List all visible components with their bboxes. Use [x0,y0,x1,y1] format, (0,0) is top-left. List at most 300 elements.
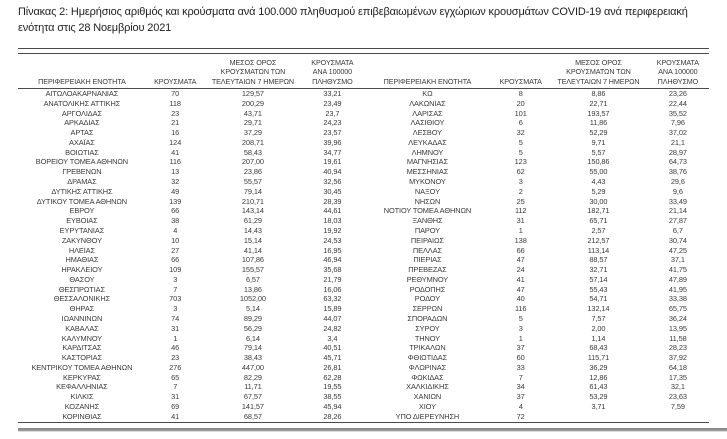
header-cases: ΚΡΟΥΣΜΑΤΑ [146,52,205,89]
avg7-cell: 55,57 [243,177,262,187]
cases-cell: 21 [171,118,180,128]
header-per-100k: ΚΡΟΥΣΜΑΤΑ ΑΝΑ 100000 ΠΛΗΘΥΣΜΟ [647,52,709,89]
region-name-cell: ΦΘΙΩΤΙΔΑΣ [407,353,448,363]
per100k-cell: 26,81 [323,362,342,372]
per100k-cell: 21,14 [668,206,687,216]
avg7-cell [550,412,647,422]
table-row [18,285,364,295]
region-name-cell: ΗΛΕΙΑΣ [68,245,95,255]
per100k-cell: 62,28 [323,372,342,382]
table-row [18,246,364,256]
cases-cell: 138 [514,235,527,245]
table-row [18,226,364,236]
per100k-cell: 16,06 [323,284,342,294]
avg7-cell: 89,29 [243,313,262,323]
cases-cell: 37 [516,343,525,353]
table-row [18,89,364,99]
regional-table-right-panel [364,52,710,423]
region-name-cell: ΤΗΝΟΥ [414,333,440,343]
cases-cell: 74 [171,313,180,323]
per100k-cell: 28,97 [668,147,687,157]
per100k-cell: 44,07 [323,313,342,323]
avg7-cell: 82,29 [243,372,262,382]
region-name-cell: ΥΠΟ ΔΙΕΡΕΥΝΗΣΗ [395,411,460,421]
avg7-cell: 57,14 [589,274,608,284]
cases-cell: 32 [171,177,180,187]
avg7-cell: 88,57 [589,255,608,265]
avg7-cell: 58,43 [243,147,262,157]
cases-cell: 101 [514,108,527,118]
avg7-cell: 207,00 [241,157,264,167]
cases-cell: 3 [518,177,523,187]
region-name-cell: ΠΕΛΛΑΣ [412,245,442,255]
region-name-cell: ΝΟΤΙΟΥ ΤΟΜΕΑ ΑΘΗΝΩΝ [383,206,472,216]
region-name-cell: ΡΟΔΟΥ [414,294,441,304]
per100k-cell: 23,26 [668,89,687,98]
avg7-cell: 141,57 [241,402,264,411]
avg7-cell: 11,71 [244,382,262,392]
cases-cell: 37 [516,392,525,402]
table-row [364,265,710,275]
table-row [18,128,364,138]
region-name-cell: ΗΜΑΘΙΑΣ [65,255,99,265]
table-row [364,402,710,412]
avg7-cell: 29,71 [243,118,262,128]
table-row [18,138,364,148]
cases-cell: 23 [171,353,180,363]
header-cases: ΚΡΟΥΣΜΑΤΑ [491,52,550,89]
region-name-cell: ΚΕΡΚΥΡΑΣ [63,372,101,382]
avg7-cell: 68,57 [243,411,262,421]
region-name-cell: ΣΥΡΟΥ [415,323,440,333]
per100k-cell: 23,63 [668,392,687,402]
per100k-cell: 19,55 [323,382,342,392]
region-name-cell: ΚΑΛΥΜΝΟΥ [61,333,103,343]
avg7-cell: 61,29 [243,216,262,226]
per100k-cell: 65,75 [668,304,687,314]
avg7-cell: 79,14 [243,343,262,353]
region-name-cell: ΚΕΝΤΡΙΚΟΥ ΤΟΜΕΑ ΑΘΗΝΩΝ [31,362,133,372]
cases-cell: 47 [516,284,525,294]
avg7-cell: 2,57 [591,225,606,235]
avg7-cell: 13,86 [243,284,262,294]
avg7-cell: 43,71 [243,108,262,118]
region-name-cell: ΑΡΚΑΔΙΑΣ [64,118,100,128]
per100k-cell: 41,95 [668,284,687,294]
table-row [364,382,710,392]
region-name-cell: ΝΗΣΩΝ [414,196,441,206]
avg7-cell: 113,14 [587,245,610,255]
per100k-cell: 7,59 [670,402,685,411]
region-name-cell: ΛΑΚΩΝΙΑΣ [409,98,446,108]
table-row [18,118,364,128]
cases-cell: 116 [514,304,527,314]
table-row [364,373,710,383]
region-name-cell: ΗΡΑΚΛΕΙΟΥ [61,265,103,275]
table-row [364,412,710,422]
per100k-cell: 30,45 [323,186,342,196]
region-name-cell: ΔΥΤΙΚΗΣ ΑΤΤΙΚΗΣ [51,186,113,196]
region-name-cell: ΜΑΓΝΗΣΙΑΣ [406,157,448,167]
header-per-100k: ΚΡΟΥΣΜΑΤΑ ΑΝΑ 100000 ΠΛΗΘΥΣΜΟ [301,52,363,89]
per100k-cell: 38,76 [668,167,687,177]
per100k-cell: 64,73 [668,157,687,167]
avg7-cell: 38,43 [243,353,262,363]
per100k-cell: 16,95 [323,245,342,255]
cases-cell: 116 [169,157,181,167]
region-name-cell: ΛΗΜΝΟΥ [411,147,444,157]
table-row [364,255,710,265]
avg7-cell: 15,14 [243,235,262,245]
per100k-cell: 35,68 [323,265,342,275]
cases-cell: 703 [169,294,182,304]
avg7-cell: 212,57 [587,235,610,245]
per100k-cell: 44,61 [323,206,342,216]
avg7-cell: 5,57 [591,147,606,157]
region-name-cell: ΘΕΣΠΡΩΤΙΑΣ [58,284,105,294]
avg7-cell: 53,29 [589,392,608,402]
table-row [364,226,710,236]
avg7-cell: 143,14 [241,206,264,216]
table-row [18,187,364,197]
region-name-cell: ΡΟΔΟΠΗΣ [409,284,446,294]
region-name-cell: ΜΥΚΟΝΟΥ [409,177,446,187]
avg7-cell: 41,14 [243,245,262,255]
cases-cell: 1 [518,225,523,235]
table-row [364,363,710,373]
cases-cell: 27 [171,245,180,255]
region-name-cell: ΠΡΕΒΕΖΑΣ [408,265,447,275]
cases-cell: 5 [518,147,523,157]
per100k-cell: 35,52 [668,108,687,118]
table-row [364,246,710,256]
table-row [18,255,364,265]
cases-cell: 123 [514,157,527,167]
avg7-cell: 32,71 [589,265,608,275]
table-row [364,99,710,109]
header-row [18,52,364,89]
cases-cell: 72 [516,411,525,421]
avg7-cell: 155,57 [241,265,264,275]
cases-cell: 31 [171,392,180,402]
header-7day-average: ΜΕΣΟΣ ΟΡΟΣ ΚΡΟΥΣΜΑΤΩΝ ΤΩΝ ΤΕΛΕΥΤΑΙΩΝ 7 ΗΜΕΡΩΝ [550,52,647,89]
cases-cell: 41 [171,147,180,157]
header-7day-average: ΜΕΣΟΣ ΟΡΟΣ ΚΡΟΥΣΜΑΤΩΝ ΤΩΝ ΤΕΛΕΥΤΑΙΩΝ 7 ΗΜΕΡΩΝ [205,52,302,89]
table-row [364,314,710,324]
per100k-cell: 21,1 [670,137,685,147]
cases-cell: 70 [171,89,180,98]
table-row [18,382,364,392]
cases-cell: 1 [518,333,523,343]
per100k-cell: 33,49 [668,196,687,206]
cases-cell: 40 [516,294,525,304]
region-name-cell: ΚΟΖΑΝΗΣ [64,402,100,411]
cases-cell: 7 [518,372,523,382]
region-name-cell: ΛΑΡΙΣΑΣ [412,108,443,118]
table-row [364,392,710,402]
table-row [364,187,710,197]
cases-cell: 24 [516,265,525,275]
region-name-cell: ΝΑΞΟΥ [414,186,440,196]
per100k-cell: 64,18 [668,362,687,372]
table-row [364,343,710,353]
table-row [18,294,364,304]
table-row [18,197,364,207]
avg7-cell: 6,14 [245,333,260,343]
table-row [18,373,364,383]
avg7-cell: 132,14 [587,304,610,314]
per100k-cell: 37,92 [668,353,687,363]
region-name-cell: ΠΙΕΡΙΑΣ [413,255,442,265]
avg7-cell: 55,43 [589,284,608,294]
table-row [364,334,710,344]
cases-cell: 3 [518,323,523,333]
table-row [18,148,364,158]
region-name-cell: ΞΑΝΘΗΣ [412,216,443,226]
table-row [364,353,710,363]
table-row [18,275,364,285]
per100k-cell: 37,1 [670,255,685,265]
per100k-cell: 47,89 [668,274,687,284]
avg7-cell: 55,00 [589,167,608,177]
table-row [364,216,710,226]
cases-cell: 7 [173,284,178,294]
per100k-cell: 37,02 [668,128,687,138]
region-name-cell: ΑΝΑΤΟΛΙΚΗΣ ΑΤΤΙΚΗΣ [43,98,121,108]
table-row [18,314,364,324]
covid-regional-table [18,52,709,423]
cases-cell: 66 [171,206,180,216]
table-row [364,118,710,128]
table-row [18,324,364,334]
table-row [18,167,364,177]
avg7-cell: 67,57 [243,392,262,402]
avg7-cell: 56,29 [243,323,262,333]
region-name-cell: ΜΕΣΣΗΝΙΑΣ [406,167,449,177]
cases-cell: 69 [171,402,180,411]
region-name-cell: ΧΑΝΙΩΝ [413,392,442,402]
avg7-cell: 79,14 [243,186,262,196]
table-row [364,148,710,158]
cases-cell: 4 [173,225,178,235]
cases-cell: 23 [171,108,180,118]
cases-cell: 49 [171,186,180,196]
per100k-cell: 9,6 [672,186,683,196]
region-name-cell: ΧΑΛΚΙΔΙΚΗΣ [406,382,449,392]
per100k-cell: 27,87 [668,216,687,226]
region-name-cell: ΑΡΤΑΣ [70,128,94,138]
cases-cell: 112 [514,206,527,216]
table-body [18,89,364,423]
per100k-cell: 34,77 [323,147,342,157]
table-row [18,236,364,246]
table-row [18,99,364,109]
per100k-cell: 24,23 [323,118,342,128]
per100k-cell: 19,61 [323,157,342,167]
avg7-cell: 447,00 [241,362,264,372]
per100k-cell [647,412,709,422]
cases-cell: 31 [171,323,180,333]
avg7-cell: 36,29 [589,362,608,372]
avg7-cell: 61,43 [589,382,608,392]
region-name-cell: ΛΑΣΙΘΙΟΥ [410,118,445,128]
avg7-cell: 193,57 [587,108,610,118]
avg7-cell: 2,00 [591,323,606,333]
table-row [18,402,364,412]
cases-cell: 66 [516,245,525,255]
per100k-cell: 28,23 [668,343,687,353]
region-name-cell: ΣΠΟΡΑΔΩΝ [407,313,448,323]
region-name-cell: ΠΕΙΡΑΙΩΣ [410,235,444,245]
per100k-cell: 17,35 [668,372,687,382]
cases-cell: 41 [171,411,180,421]
cases-cell: 5 [518,313,523,323]
cases-cell: 25 [516,196,525,206]
per100k-cell: 13,95 [668,323,687,333]
table-row [18,109,364,119]
region-name-cell: ΧΙΟΥ [418,402,436,411]
cases-cell: 1 [173,333,178,343]
table-row [18,206,364,216]
avg7-cell: 129,57 [241,89,264,98]
table-header [18,52,364,89]
region-name-cell: ΚΕΦΑΛΛΗΝΙΑΣ [56,382,108,392]
avg7-cell: 208,71 [241,137,264,147]
cases-cell: 47 [516,255,525,265]
cases-cell: 34 [516,382,525,392]
avg7-cell: 8,86 [591,89,606,98]
table-row [18,392,364,402]
region-name-cell: ΡΕΘΥΜΝΟΥ [406,274,449,284]
avg7-cell: 107,86 [241,255,264,265]
region-name-cell: ΚΑΡΔΙΤΣΑΣ [62,343,102,353]
region-name-cell: ΦΛΩΡΙΝΑΣ [408,362,447,372]
per100k-cell: 23,49 [323,98,342,108]
per100k-cell: 45,71 [323,353,342,363]
table-row [364,128,710,138]
per100k-cell: 40,94 [323,167,342,177]
cases-cell: 2 [518,186,523,196]
avg7-cell: 30,00 [589,196,608,206]
region-name-cell: ΑΡΓΟΛΙΔΑΣ [61,108,102,118]
table-header [364,52,710,89]
table-row [18,412,364,422]
avg7-cell: 200,29 [241,98,264,108]
region-name-cell: ΒΟΙΩΤΙΑΣ [65,147,99,157]
cases-cell: 276 [169,362,182,372]
table-row [18,363,364,373]
region-name-cell: ΛΕΣΒΟΥ [412,128,443,138]
per100k-cell: 21,79 [323,274,342,284]
per100k-cell: 28,39 [323,196,342,206]
cases-cell: 60 [516,353,525,363]
table-body [364,89,710,423]
avg7-cell: 182,71 [587,206,610,216]
region-name-cell: ΚΩ [422,89,433,98]
cases-cell: 124 [169,137,182,147]
cases-cell: 62 [516,167,525,177]
per100k-cell: 46,94 [323,255,342,265]
per100k-cell: 38,55 [323,392,342,402]
region-name-cell: ΠΑΡΟΥ [414,225,440,235]
regional-table-left-panel [18,52,364,423]
per100k-cell: 41,75 [668,265,687,275]
per100k-cell: 24,82 [323,323,342,333]
header-region: ΠΕΡΙΦΕΡΕΙΑΚΗ ΕΝΟΤΗΤΑ [18,52,146,89]
avg7-cell: 3,71 [591,402,606,411]
table-row [364,109,710,119]
region-name-cell: ΚΟΡΙΝΘΙΑΣ [62,411,102,421]
per100k-cell: 19,92 [323,225,342,235]
table-row [364,294,710,304]
avg7-cell: 9,71 [591,137,606,147]
table-row [364,177,710,187]
per100k-cell: 7,96 [670,118,685,128]
avg7-cell: 68,43 [589,343,608,353]
cases-cell: 46 [171,343,180,353]
avg7-cell: 22,71 [589,98,608,108]
cases-cell: 33 [516,362,525,372]
region-name-cell: ΕΒΡΟΥ [69,206,95,216]
per100k-cell: 24,53 [323,235,342,245]
table-title: Πίνακας 2: Ημερήσιος αριθμός και κρούσματα ανά 100.000 πληθυσμού επιβεβαιωμένων εγχώριων κρουσμάτων COVID-19 ανά περιφερειακή ενότητα στις 28 Νοεμβρίου 2021 [18,6,688,34]
cases-cell: 41 [516,274,525,284]
region-name-cell: ΣΕΡΡΩΝ [412,304,443,314]
avg7-cell: 1,14 [591,333,606,343]
per100k-cell: 22,44 [668,98,687,108]
region-name-cell: ΘΕΣΣΑΛΟΝΙΚΗΣ [53,294,111,304]
avg7-cell: 1052,00 [239,294,266,304]
table-row [364,206,710,216]
cases-cell: 8 [518,89,523,98]
cases-cell: 13 [171,167,180,177]
header-row [364,52,710,89]
per100k-cell: 32,1 [670,382,685,392]
table-row [18,157,364,167]
avg7-cell: 12,86 [589,372,608,382]
table-row [364,236,710,246]
avg7-cell: 65,71 [589,216,608,226]
region-name-cell: ΚΑΣΤΟΡΙΑΣ [61,353,102,363]
cases-cell: 16 [171,128,180,138]
table-row [18,304,364,314]
avg7-cell: 5,14 [245,304,260,314]
region-name-cell: ΤΡΙΚΑΛΩΝ [409,343,446,353]
per100k-cell: 40,51 [323,343,342,353]
avg7-cell: 11,86 [589,118,608,128]
avg7-cell: 7,57 [591,313,606,323]
region-name-cell: ΓΡΕΒΕΝΩΝ [62,167,102,177]
region-name-cell: ΛΕΥΚΑΔΑΣ [408,137,447,147]
header-region: ΠΕΡΙΦΕΡΕΙΑΚΗ ΕΝΟΤΗΤΑ [364,52,492,89]
cases-cell: 10 [171,235,180,245]
per100k-cell: 23,7 [325,108,340,118]
avg7-cell: 150,86 [587,157,610,167]
per100k-cell: 18,03 [323,216,342,226]
cases-cell: 5 [518,137,523,147]
table-row [364,275,710,285]
per100k-cell: 6,7 [672,225,683,235]
cases-cell: 66 [171,255,180,265]
avg7-cell: 4,43 [591,177,606,187]
per100k-cell: 33,38 [668,294,687,304]
region-name-cell: ΑΧΑΪΑΣ [69,137,95,147]
per100k-cell: 33,21 [323,89,342,98]
table-row [18,334,364,344]
region-name-cell: ΔΥΤΙΚΟΥ ΤΟΜΕΑ ΑΘΗΝΩΝ [36,196,128,206]
cases-cell: 31 [516,216,525,226]
per100k-cell: 15,89 [323,304,342,314]
